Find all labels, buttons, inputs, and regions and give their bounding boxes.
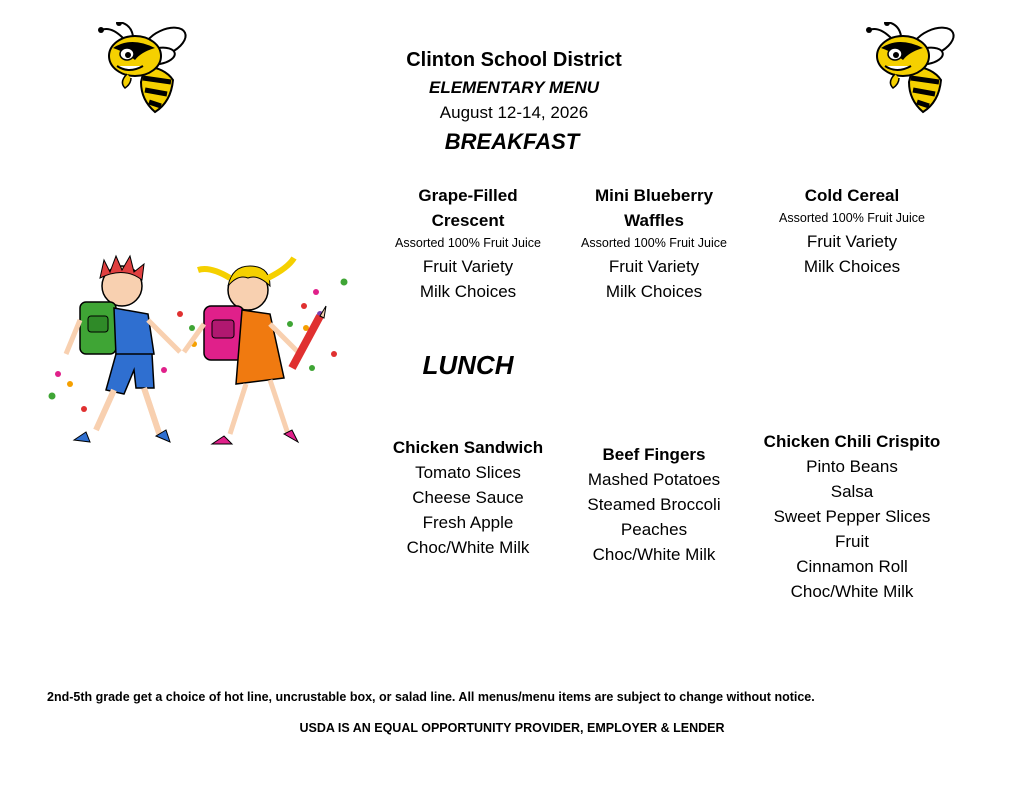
breakfast-day-2 bbox=[559, 183, 749, 304]
breakfast-main-item: Grape-Filled bbox=[418, 186, 518, 205]
menu-subtitle: ELEMENTARY MENU bbox=[428, 78, 600, 97]
milk-item: Milk Choices bbox=[605, 282, 703, 301]
breakfast-main-item-cont: Crescent bbox=[431, 211, 505, 230]
juice-item: Assorted 100% Fruit Juice bbox=[395, 236, 541, 250]
lunch-day-1 bbox=[373, 435, 563, 560]
lunch-side-item: Fresh Apple bbox=[422, 513, 514, 532]
lunch-side-item: Tomato Slices bbox=[415, 463, 521, 482]
milk-item: Milk Choices bbox=[419, 282, 517, 301]
breakfast-main-item: Cold Cereal bbox=[804, 186, 900, 205]
lunch-side-item: Pinto Beans bbox=[806, 457, 898, 476]
menu-note: 2nd-5th grade get a choice of hot line, uncrustable box, or salad line. All menus/menu items are subject to change without notice. bbox=[47, 690, 815, 704]
lunch-side-item: Peaches bbox=[620, 520, 688, 539]
lunch-main-item: Chicken Sandwich bbox=[392, 438, 544, 457]
fruit-item: Fruit Variety bbox=[806, 232, 898, 251]
lunch-main-item: Chicken Chili Crispito bbox=[763, 432, 941, 451]
lunch-side-item: Salsa bbox=[830, 482, 874, 501]
lunch-day-2 bbox=[559, 442, 749, 567]
lunch-side-item: Cheese Sauce bbox=[412, 488, 524, 507]
lunch-day-3 bbox=[747, 429, 957, 604]
breakfast-day-3 bbox=[757, 183, 947, 279]
lunch-side-item: Mashed Potatoes bbox=[587, 470, 721, 489]
juice-item: Assorted 100% Fruit Juice bbox=[581, 236, 727, 250]
menu-date: August 12-14, 2026 bbox=[439, 103, 589, 122]
lunch-side-item: Choc/White Milk bbox=[406, 538, 530, 557]
breakfast-main-item: Mini Blueberry bbox=[594, 186, 714, 205]
lunch-main-item: Beef Fingers bbox=[602, 445, 706, 464]
pencil-icon bbox=[292, 316, 320, 368]
fruit-item: Fruit Variety bbox=[608, 257, 700, 276]
lunch-side-item: Fruit bbox=[835, 532, 869, 551]
lunch-side-item: Sweet Pepper Slices bbox=[773, 507, 931, 526]
kids-with-backpacks-illustration bbox=[44, 244, 354, 450]
page-title: Clinton School District bbox=[406, 49, 622, 71]
fruit-item: Fruit Variety bbox=[422, 257, 514, 276]
breakfast-main-item-cont: Waffles bbox=[624, 211, 684, 230]
breakfast-heading: BREAKFAST bbox=[444, 129, 580, 154]
lunch-side-item: Choc/White Milk bbox=[790, 582, 914, 601]
lunch-side-item: Steamed Broccoli bbox=[587, 495, 721, 514]
breakfast-day-1 bbox=[373, 183, 563, 304]
lunch-side-item: Cinnamon Roll bbox=[796, 557, 908, 576]
milk-item: Milk Choices bbox=[803, 257, 901, 276]
lunch-side-item: Choc/White Milk bbox=[592, 545, 716, 564]
juice-item: Assorted 100% Fruit Juice bbox=[779, 211, 925, 225]
lunch-heading: LUNCH bbox=[422, 350, 514, 380]
usda-statement: USDA IS AN EQUAL OPPORTUNITY PROVIDER, EMPLOYER & LENDER bbox=[299, 721, 725, 735]
